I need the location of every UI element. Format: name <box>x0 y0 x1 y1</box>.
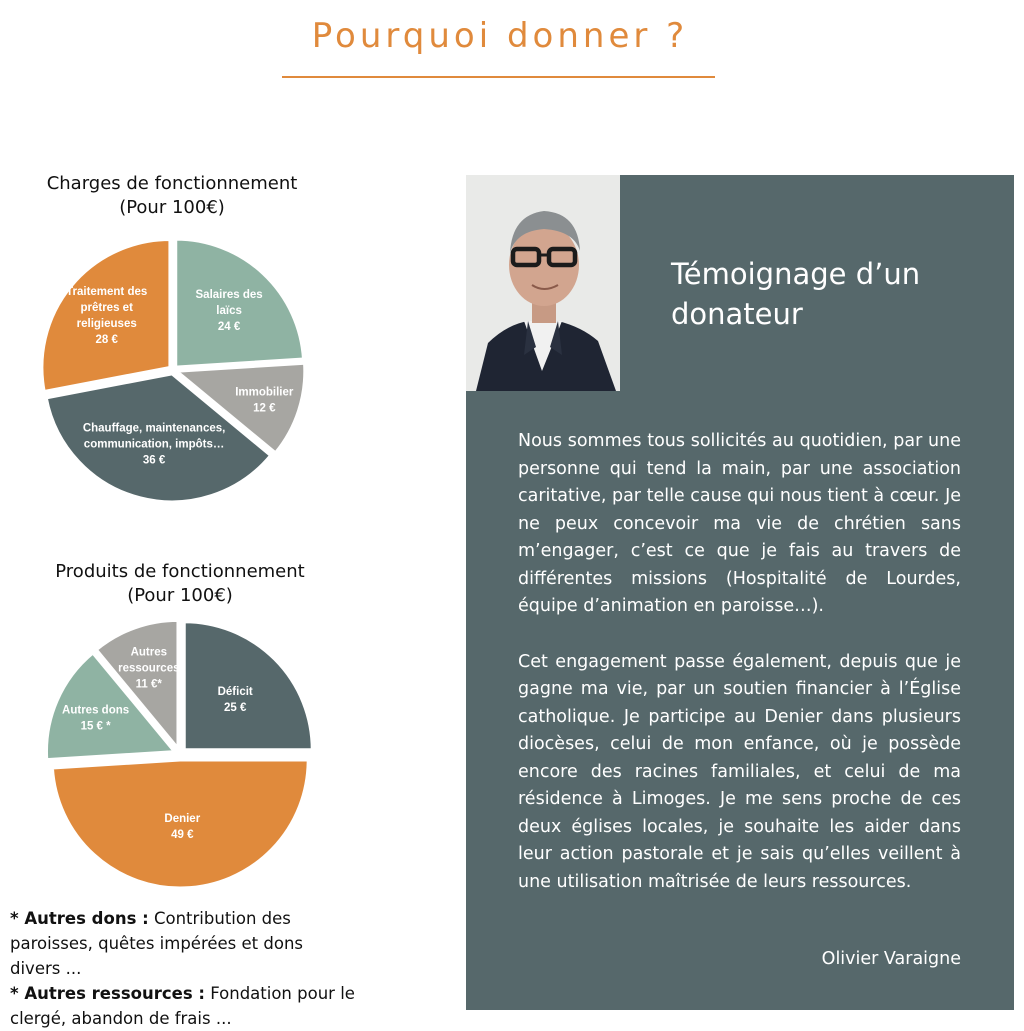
pie-slice <box>176 239 304 367</box>
charges-pie-chart <box>40 237 308 505</box>
title-underline <box>282 76 715 78</box>
pie-slice-label: Immobilier 12 € <box>235 386 294 415</box>
footnotes <box>10 906 355 1031</box>
pie-slice-label: Chauffage, maintenances, communication, impôts… 36 € <box>82 422 226 467</box>
chart-1-title: Charges de fonctionnement <box>46 173 298 194</box>
testimonial-paragraph-1: Nous sommes tous sollicités au quotidien, par une personne qui tend la main, par une association caritative, par telle cause qui nous tient à cœur. Je ne peux concevoir ma vie de chrétien sans m’engager, c’est ce que je fais au travers de différentes missions (Hospitalité de Lourdes, équipe d’animation en paroisse…). <box>518 431 961 616</box>
testimonial-body <box>518 428 961 924</box>
pie-slice-label: Autres ressources 11 €* <box>118 646 180 691</box>
pie-slice-label: Denier 49 € <box>164 813 201 841</box>
pie-slice-label: Déficit 25 € <box>217 685 253 714</box>
chart-2-title-block <box>10 560 350 608</box>
footnote-autres-dons: * Autres dons : Contribution des paroisses, quêtes impérées et dons divers ... <box>10 909 303 978</box>
chart-2-title: Produits de fonctionnement <box>55 561 305 582</box>
pie-slice-label: Autres dons 15 € * <box>62 704 130 733</box>
testimonial-paragraph-2: Cet engagement passe également, depuis que je gagne ma vie, par un soutien financier à l’Église catholique. Je participe au Denier dans plusieurs diocèses, celui de mon enfance, où je possède encore des racines familiales, et celui de ma résidence à Limoges. Je me sens proche de ces deux églises locales, je souhaite les aider dans leur action pastorale et je sais qu’elles veillent à une utilisation maîtrisée de leurs ressources. <box>518 651 961 892</box>
pie-slice-label: Salaires des laïcs 24 € <box>195 289 263 334</box>
page-title: Pourquoi donner ? <box>311 16 689 56</box>
pie-slice-label: Traitement des prêtres et religieuses 28 € <box>66 286 148 347</box>
footnote-autres-ressources: * Autres ressources : Fondation pour le clergé, abandon de frais ... <box>10 984 355 1028</box>
chart-1-subtitle: (Pour 100€) <box>119 197 225 218</box>
donor-photo <box>466 175 620 391</box>
testimonial-title: Témoignage d’un donateur <box>671 257 921 331</box>
pie-slice <box>42 239 170 391</box>
testimonial-author: Olivier Varaigne <box>821 949 961 969</box>
chart-1-title-block <box>2 172 342 220</box>
chart-2-subtitle: (Pour 100€) <box>127 585 233 606</box>
produits-pie-chart <box>50 624 318 892</box>
